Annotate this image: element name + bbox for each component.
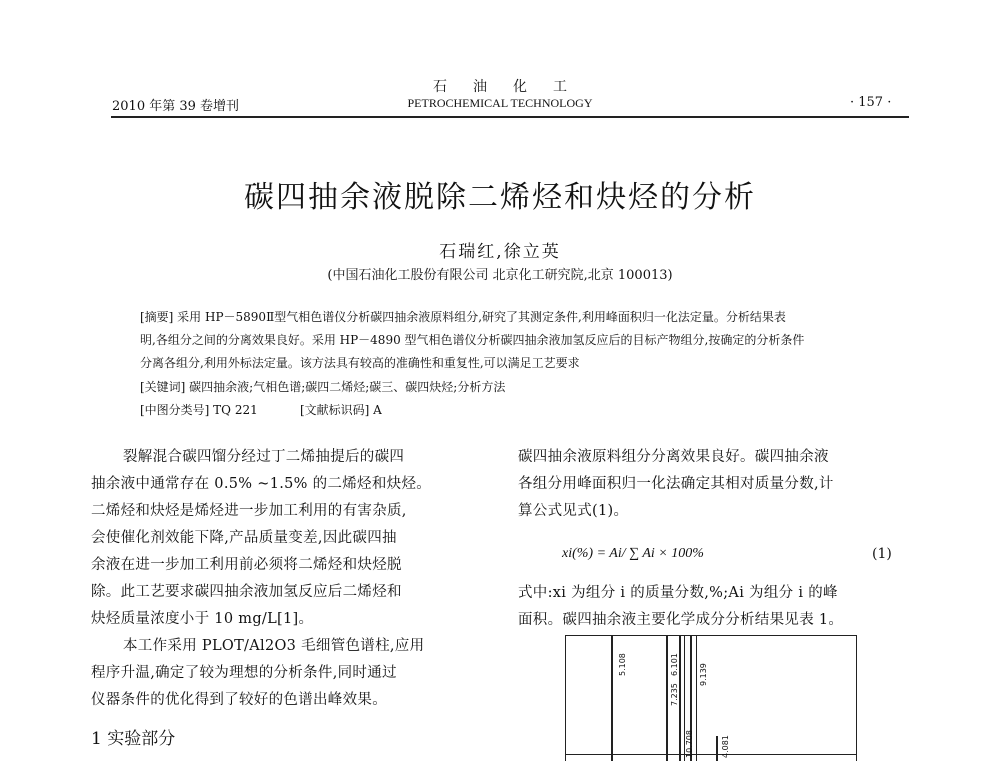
peak-label: 5.108	[618, 653, 627, 676]
chromatogram-peak	[666, 636, 668, 761]
chromatogram-baseline	[566, 754, 856, 755]
article-affiliation: (中国石油化工股份有限公司 北京化工研究院,北京 100013)	[327, 268, 673, 283]
abstract-line: [摘要] 采用 HP－5890Ⅱ型气相色谱仪分析碳四抽余液原料组分,研究了其测定条件,利用峰面积归一化法定量。分析结果表	[140, 310, 786, 324]
peak-label: 6.101	[670, 653, 679, 676]
body-line: 余液在进一步加工利用前必须将二烯烃和炔烃脱	[91, 557, 402, 573]
body-line: 抽余液中通常存在 0.5% ~1.5% 的二烯烃和炔烃。	[91, 476, 432, 492]
abstract-line: 分离各组分,利用外标法定量。该方法具有较高的准确性和重复性,可以满足工艺要求	[140, 356, 580, 370]
peak-label: 4.081	[721, 735, 730, 758]
body-line: 会使催化剂效能下降,产品质量变差,因此碳四抽	[91, 530, 397, 546]
peak-label: 9.139	[699, 663, 708, 686]
body-line: 二烯烃和炔烃是烯烃进一步加工利用的有害杂质,	[91, 503, 407, 519]
chromatogram-peak	[696, 636, 697, 761]
body-line: 炔烃质量浓度小于 10 mg/L[1]。	[91, 611, 314, 627]
body-line: 除。此工艺要求碳四抽余液加氢反应后二烯烃和	[91, 584, 402, 600]
chromatogram-figure	[565, 635, 857, 761]
chromatogram-peak	[611, 636, 613, 761]
article-title: 碳四抽余液脱除二烯烃和炔烃的分析	[244, 180, 756, 215]
peak-label: 10.708	[685, 730, 694, 758]
formula: xi(%) = Ai/ ∑ Ai × 100%	[562, 546, 704, 561]
header-rule	[111, 116, 909, 118]
abstract-line: 明,各组分之间的分离效果良好。采用 HP－4890 型气相色谱仪分析碳四抽余液加氢反应后的目标产物组分,按确定的分析条件	[140, 333, 805, 347]
peak-label: 7.235	[670, 683, 679, 706]
issue-label: 2010 年第 39 卷增刊	[112, 99, 240, 114]
body-line: 裂解混合碳四馏分经过丁二烯抽提后的碳四	[123, 449, 405, 465]
body-line: 各组分用峰面积归一化法确定其相对质量分数,计	[518, 476, 834, 492]
body-line: 碳四抽余液原料组分分离效果良好。碳四抽余液	[518, 449, 829, 465]
journal-name-cn: 石油化工	[433, 79, 593, 95]
document-code: [文献标识码] A	[300, 403, 382, 417]
classification-number: [中图分类号] TQ 221	[140, 403, 258, 417]
section-heading: 1 实验部分	[91, 729, 176, 749]
body-line: 程序升温,确定了较为理想的分析条件,同时通过	[91, 665, 397, 681]
article-authors: 石瑞红,徐立英	[439, 242, 561, 262]
body-line: 仪器条件的优化得到了较好的色谱出峰效果。	[91, 692, 387, 708]
formula-number: (1)	[872, 546, 892, 562]
body-line: 面积。碳四抽余液主要化学成分分析结果见表 1。	[518, 612, 844, 628]
chromatogram-peak	[679, 636, 681, 761]
chromatogram-peak	[716, 736, 718, 761]
body-line: 本工作采用 PLOT/Al2O3 毛细管色谱柱,应用	[123, 638, 425, 654]
journal-name-en: PETROCHEMICAL TECHNOLOGY	[407, 96, 593, 110]
keywords: [关键词] 碳四抽余液;气相色谱;碳四二烯烃;碳三、碳四炔烃;分析方法	[140, 380, 506, 394]
body-line: 算公式见式(1)。	[518, 503, 629, 519]
page-number: · 157 ·	[850, 95, 892, 110]
body-line: 式中:xi 为组分 i 的质量分数,%;Ai 为组分 i 的峰	[518, 585, 838, 601]
